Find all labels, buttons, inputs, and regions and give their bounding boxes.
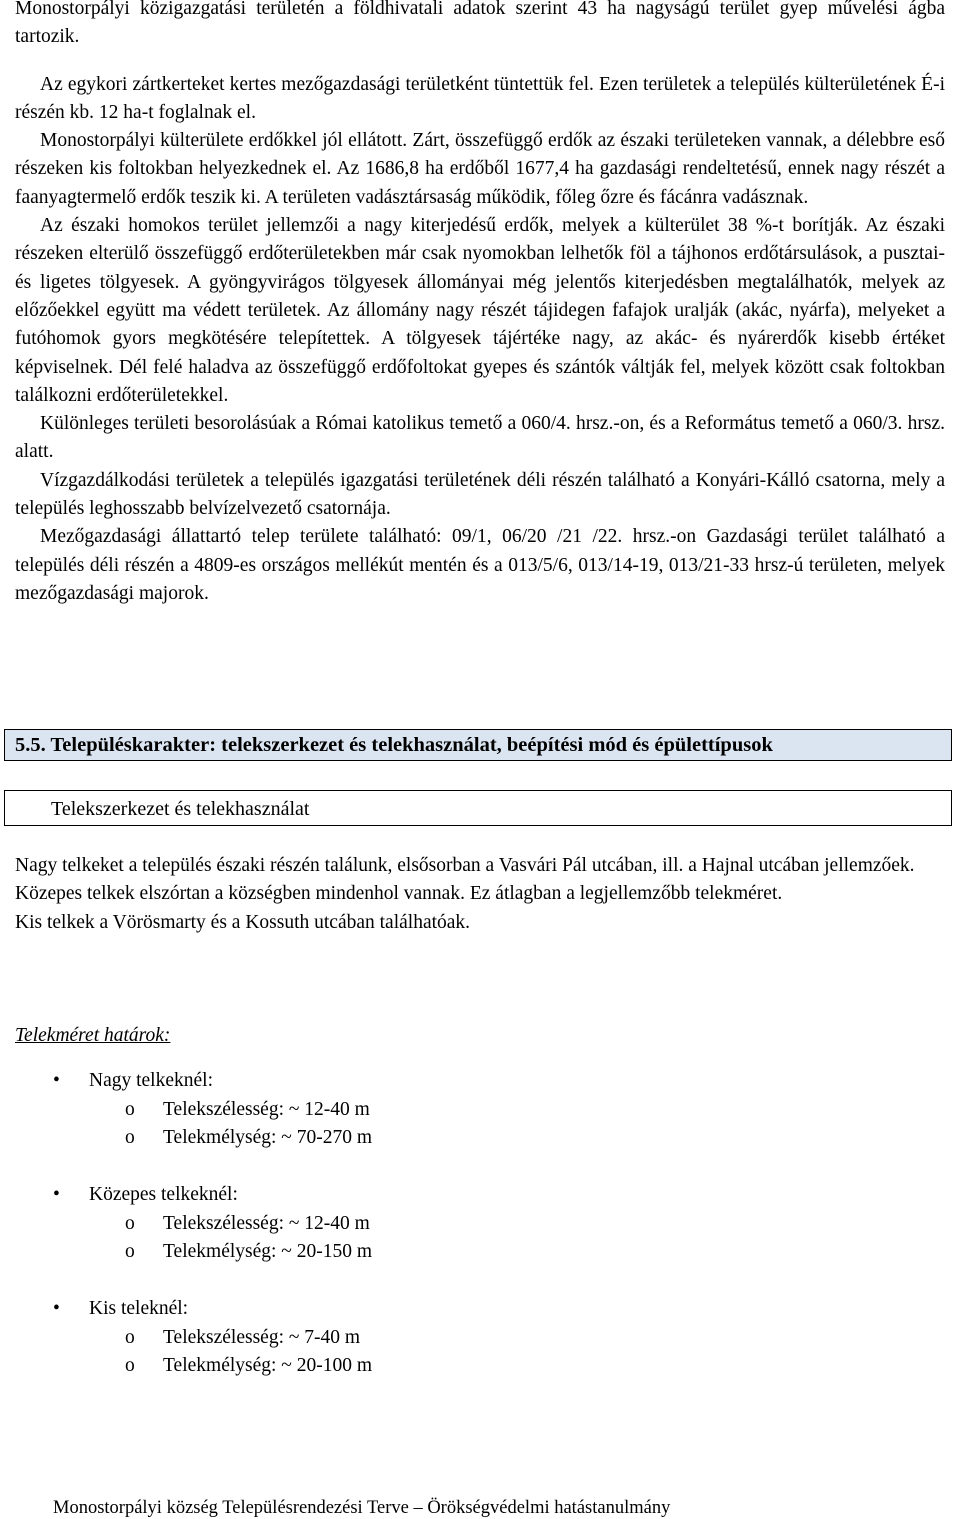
- paragraph-gardens: Az egykori zártkerteket kertes mezőgazdasági területként tüntettük fel. Ezen területek a település külterületének É-i részén kb. 12 ha-t foglalnak el.: [15, 73, 945, 123]
- lot-depth: Telekmélység: ~ 20-150 m: [163, 1241, 373, 1262]
- list-item: [15, 1238, 945, 1267]
- list-item: [15, 1181, 945, 1210]
- sub-bullet-icon: o: [125, 1098, 135, 1120]
- paragraph-northern-sandy-area: Az északi homokos terület jellemzői a nagy kiterjedésű erdők, melyek a külterület 38 %-t borítják. Az északi részeken elterülő összefüggő erdőterületekben már csak nyomokban lelhetők föl a tájhonos erdőtársulások, a pusztai- és ligetes tölgyesek. A gyöngyvirágos tölgyesek állományai még jelentős kiterjedésben megtalálhatók, melyek az előzőekkel együtt ma védett területek. Az állomány nagy részét tájidegen fafajok uralják (akác, nyárfa), melyeket a futóhomok gyors megkötésére telepítettek. A tölgyesek tájértéke nagy, az akác- és nyárerdők kisebb értéket képviselnek. Dél felé haladva az összefüggő erdőfoltokat gyepes és szántók váltják fel, melyek között csak foltokban találkozni erdőterületekkel.: [15, 215, 945, 406]
- list-item: [15, 1324, 945, 1353]
- list-item: [15, 1210, 945, 1239]
- limits-heading-block: [15, 1022, 945, 1050]
- lot-width: Telekszélesség: ~ 12-40 m: [163, 1098, 370, 1120]
- lot-depth: Telekmélység: ~ 70-270 m: [163, 1127, 373, 1148]
- bullet-icon: •: [53, 1184, 60, 1205]
- lot-width: Telekszélesség: ~ 7-40 m: [163, 1326, 361, 1348]
- lot-group-medium: [15, 1181, 945, 1267]
- lot-group-large: [15, 1067, 945, 1153]
- list-item: [15, 1295, 945, 1324]
- list-item: [15, 1096, 945, 1125]
- list-item: [15, 1067, 945, 1096]
- top-text-block: [15, 0, 945, 608]
- lot-group-label: Nagy telkeknél:: [89, 1070, 213, 1091]
- sub-bullet-icon: o: [125, 1212, 135, 1234]
- sub-bullet-icon: o: [125, 1326, 135, 1348]
- list-item: [15, 1352, 945, 1381]
- section-heading: 5.5. Településkarakter: telekszerkezet és telekhasználat, beépítési mód és épülettípusok: [4, 729, 952, 761]
- list-item: [15, 1124, 945, 1153]
- paragraph-water-management: Vízgazdálkodási területek a település igazgatási területének déli részén található a Konyári-Kálló csatorna, mely a település leghosszabb belvízelvezető csatornája.: [15, 469, 945, 520]
- limits-heading: Telekméret határok:: [15, 1025, 171, 1046]
- sub-bullet-icon: o: [125, 1355, 135, 1376]
- page-footer: Monostorpályi község Településrendezési Terve – Örökségvédelmi hatástanulmány: [53, 1498, 671, 1518]
- paragraph-special-areas: Különleges területi besorolásúak a Római katolikus temető a 060/4. hrsz.-on, és a Református temető a 060/3. hrsz. alatt.: [15, 413, 945, 463]
- bullet-icon: •: [53, 1298, 60, 1319]
- sub-bullet-icon: o: [125, 1241, 135, 1262]
- paragraph-large-lots: Nagy telkeket a település északi részén találunk, elsősorban a Vasvári Pál utcában, ill. a Hajnal utcában jellemzőek.: [15, 855, 915, 876]
- lot-group-label: Kis teleknél:: [89, 1298, 189, 1319]
- paragraph-forests: Monostorpályi külterülete erdőkkel jól ellátott. Zárt, összefüggő erdők az északi területeken vannak, a délebbre eső részeken kis foltokban helyezkednek el. Az 1686,8 ha erdőből 1677,4 ha gazdasági rendeltetésű, ennek nagy részét a faanyagtermelő erdők teszik ki. A területen vadásztársaság működik, főleg őzre és fácánra vadásznak.: [15, 130, 945, 208]
- lot-width: Telekszélesség: ~ 12-40 m: [163, 1212, 370, 1234]
- lot-group-small: [15, 1295, 945, 1381]
- subsection-heading: Telekszerkezet és telekhasználat: [4, 790, 952, 826]
- lot-group-label: Közepes telkeknél:: [89, 1184, 238, 1205]
- bullet-icon: •: [53, 1070, 60, 1091]
- paragraph-small-lots: Kis telkek a Vörösmarty és a Kossuth utcában találhatóak.: [15, 911, 471, 933]
- lot-structure-text: [15, 852, 945, 937]
- sub-bullet-icon: o: [125, 1127, 135, 1148]
- paragraph-agricultural-sites: Mezőgazdasági állattartó telep területe található: 09/1, 06/20 /21 /22. hrsz.-on Gazdasági terület található a település déli részén a 4809-es országos mellékút mentén és a 013/5/6, 013/14-19, 013/21-33 hrsz-ú területen, melyek mezőgazdasági majorok.: [15, 526, 945, 604]
- paragraph-medium-lots: Közepes telkek elszórtan a községben mindenhol vannak. Ez átlagban a legjellemzőbb telekméret.: [15, 883, 783, 905]
- paragraph-grassland: Monostorpályi közigazgatási területén a földhivatali adatok szerint 43 ha nagyságú terület gyep művelési ágba tartozik.: [15, 0, 945, 48]
- lot-depth: Telekmélység: ~ 20-100 m: [163, 1355, 373, 1376]
